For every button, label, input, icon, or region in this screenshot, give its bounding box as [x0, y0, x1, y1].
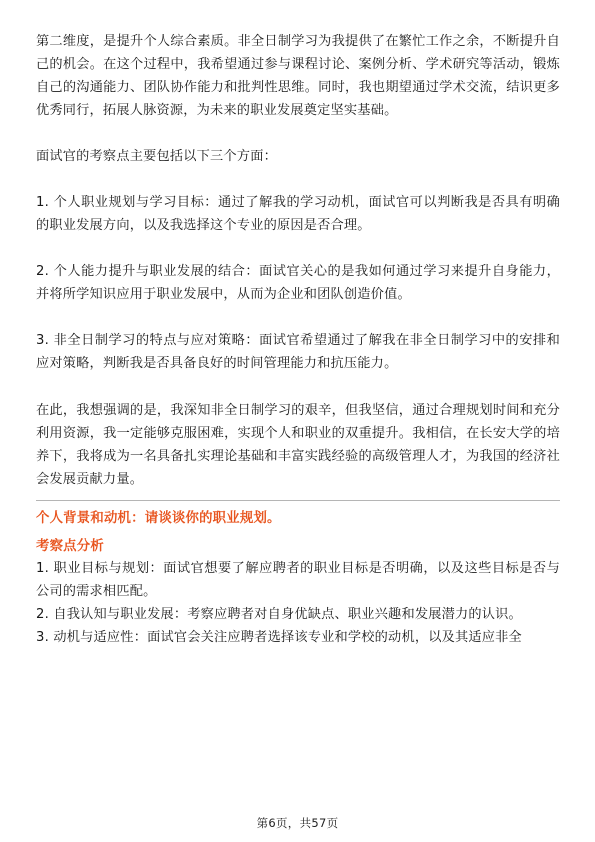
body-paragraph-6: 在此，我想强调的是，我深知非全日制学习的艰辛，但我坚信，通过合理规划时间和充分利用资源，我一定能够克服困难，实现个人和职业的双重提升。我相信，在长安大学的培养下，我将成为一名具备扎实理论基础和丰富实践经验的高级管理人才，为我国的经济社会发展贡献力量。 [36, 403, 560, 487]
paragraph-gap [36, 306, 560, 329]
paragraph-gap [36, 375, 560, 399]
analysis-heading: 考察点分析 [36, 539, 104, 554]
body-paragraph-5: 3. 非全日制学习的特点与应对策略：面试官希望通过了解我在非全日制学习中的安排和应对策略，判断我是否具备良好的时间管理能力和抗压能力。 [36, 333, 560, 371]
body-paragraph-3: 1. 个人职业规划与学习目标：通过了解我的学习动机，面试官可以判断我是否具有明确的职业发展方向，以及我选择这个专业的原因是否合理。 [36, 195, 560, 233]
section-divider [36, 500, 560, 501]
body-paragraph-4: 2. 个人能力提升与职业发展的结合：面试官关心的是我如何通过学习来提升自身能力，并将所学知识应用于职业发展中，从而为企业和团队创造价值。 [36, 264, 560, 302]
page-number: 第6页，共57页 [256, 816, 339, 830]
analysis-point-2: 2. 自我认知与职业发展：考察应聘者对自身优缺点、职业兴趣和发展潜力的认识。 [36, 607, 522, 622]
analysis-points [36, 557, 560, 649]
paragraph-gap [36, 237, 560, 260]
question-title: 个人背景和动机：请谈谈你的职业规划。 [36, 511, 281, 526]
paragraph-gap [36, 168, 560, 191]
document-page [36, 30, 560, 649]
paragraph-gap [36, 122, 560, 145]
body-paragraph-2: 面试官的考察点主要包括以下三个方面： [36, 149, 277, 164]
analysis-point-3: 3. 动机与适应性：面试官会关注应聘者选择该专业和学校的动机，以及其适应非全 [36, 630, 522, 645]
body-paragraph-1: 第二维度，是提升个人综合素质。非全日制学习为我提供了在繁忙工作之余，不断提升自己的机会。在这个过程中，我希望通过参与课程讨论、案例分析、学术研究等活动，锻炼自己的沟通能力、团队协作能力和批判性思维。同时，我也期望通过学术交流，结识更多优秀同行，拓展人脉资源，为未来的职业发展奠定坚实基础。 [36, 34, 560, 118]
analysis-point-1: 1. 职业目标与规划：面试官想要了解应聘者的职业目标是否明确，以及这些目标是否与公司的需求相匹配。 [36, 561, 560, 599]
